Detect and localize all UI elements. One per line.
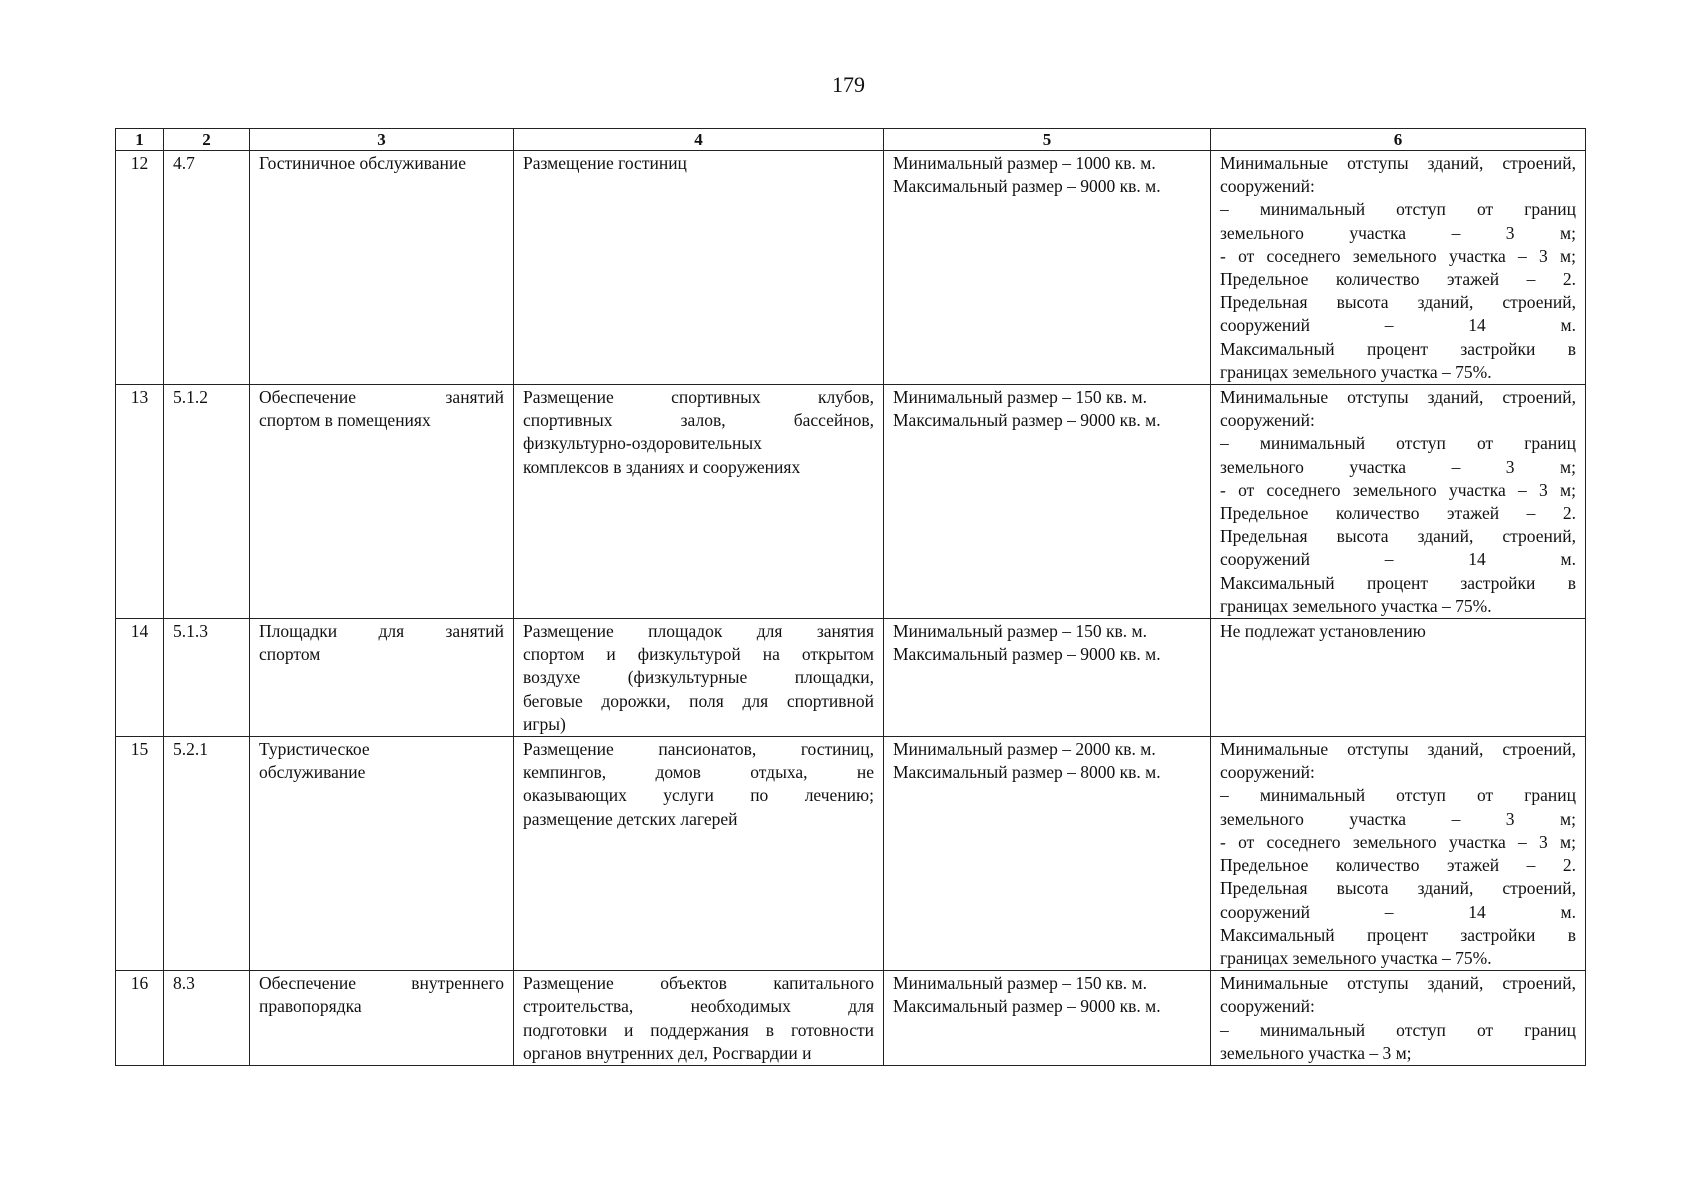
cell-text-line: Площадки для занятий <box>259 621 504 642</box>
cell-text-line: правопорядка <box>259 996 362 1017</box>
column-header-2: 2 <box>164 129 250 151</box>
cell-text-line: воздухе (физкультурные площадки, <box>523 667 874 688</box>
cell-text-line: Предельная высота зданий, строений, <box>1220 526 1576 547</box>
column-header-1: 1 <box>116 129 164 151</box>
plot-size-cell <box>884 971 1211 1066</box>
cell-text-line: Обеспечение занятий <box>259 387 504 408</box>
table-row <box>116 971 1586 1066</box>
row-number-cell: 12 <box>116 151 164 385</box>
cell-text-line: Размещение пансионатов, гостиниц, <box>523 739 874 760</box>
cell-text-line: земельного участка – 3 м; <box>1220 456 1576 477</box>
cell-text-line: – минимальный отступ от границ <box>1220 433 1576 454</box>
cell-text-line: Размещение объектов капитального <box>523 973 874 994</box>
cell-text-line: Максимальный процент застройки в <box>1220 572 1576 593</box>
cell-text-line: спортом <box>259 644 321 665</box>
row-number-cell: 13 <box>116 385 164 619</box>
cell-text-line: Максимальный процент застройки в <box>1220 924 1576 945</box>
cell-text-line: Максимальный размер – 9000 кв. м. <box>893 410 1161 431</box>
column-header-5: 5 <box>884 129 1211 151</box>
cell-text-line: спортивных залов, бассейнов, <box>523 410 874 431</box>
cell-text-line: Предельная высота зданий, строений, <box>1220 878 1576 899</box>
cell-text-line: сооружений: <box>1220 176 1315 197</box>
cell-text-line: Туристическое <box>259 739 370 760</box>
cell-text-line: сооружений: <box>1220 762 1315 783</box>
cell-text-line: Предельное количество этажей – 2. <box>1220 855 1576 876</box>
cell-text-line: спортом и физкультурой на открытом <box>523 644 874 665</box>
cell-text-line: сооружений: <box>1220 410 1315 431</box>
column-header-3: 3 <box>250 129 514 151</box>
use-name-cell <box>250 737 514 971</box>
cell-text-line: беговые дорожки, поля для спортивной <box>523 690 874 711</box>
building-params-cell <box>1211 151 1586 385</box>
use-description-cell <box>514 619 884 737</box>
table-row <box>116 151 1586 385</box>
cell-text-line: Гостиничное обслуживание <box>259 153 466 173</box>
cell-text-line: Максимальный размер – 9000 кв. м. <box>893 996 1161 1017</box>
use-code-cell: 8.3 <box>164 971 250 1066</box>
cell-text-line: игры) <box>523 713 566 734</box>
cell-text-line: границах земельного участка – 75%. <box>1220 947 1492 968</box>
land-use-table <box>115 128 1586 1066</box>
cell-text-line: подготовки и поддержания в готовности <box>523 1019 874 1040</box>
cell-text-line: Минимальный размер – 150 кв. м. <box>893 387 1147 408</box>
column-header-4: 4 <box>514 129 884 151</box>
cell-text-line: комплексов в зданиях и сооружениях <box>523 456 801 477</box>
use-code-cell: 5.2.1 <box>164 737 250 971</box>
cell-text-line: кемпингов, домов отдыха, не <box>523 762 874 783</box>
row-number-cell: 15 <box>116 737 164 971</box>
cell-text-line: земельного участка – 3 м; <box>1220 222 1576 243</box>
cell-text-line: земельного участка – 3 м; <box>1220 808 1576 829</box>
cell-text-line: Минимальные отступы зданий, строений, <box>1220 973 1576 994</box>
cell-text-line: Максимальный процент застройки в <box>1220 338 1576 359</box>
plot-size-cell <box>884 737 1211 971</box>
cell-text-line: земельного участка – 3 м; <box>1220 1042 1412 1063</box>
cell-text-line: - от соседнего земельного участка – 3 м; <box>1220 479 1576 500</box>
plot-size-cell <box>884 151 1211 385</box>
building-params-cell <box>1211 737 1586 971</box>
cell-text-line: Минимальный размер – 150 кв. м. <box>893 621 1147 642</box>
cell-text-line: Размещение спортивных клубов, <box>523 387 874 408</box>
building-params-cell <box>1211 971 1586 1066</box>
cell-text-line: Минимальный размер – 150 кв. м. <box>893 973 1147 994</box>
cell-text-line: Предельная высота зданий, строений, <box>1220 292 1576 313</box>
table-row <box>116 385 1586 619</box>
column-header-6: 6 <box>1211 129 1586 151</box>
row-number-cell: 16 <box>116 971 164 1066</box>
cell-text-line: обслуживание <box>259 762 366 783</box>
cell-text-line: Максимальный размер – 8000 кв. м. <box>893 762 1161 783</box>
cell-text-line: органов внутренних дел, Росгвардии и <box>523 1042 812 1063</box>
building-params-cell <box>1211 385 1586 619</box>
cell-text-line: - от соседнего земельного участка – 3 м; <box>1220 831 1576 852</box>
cell-text-line: – минимальный отступ от границ <box>1220 1019 1576 1040</box>
cell-text-line: Минимальные отступы зданий, строений, <box>1220 153 1576 173</box>
use-name-cell <box>250 151 514 385</box>
plot-size-cell <box>884 619 1211 737</box>
cell-text-line: Предельное количество этажей – 2. <box>1220 269 1576 290</box>
use-description-cell <box>514 737 884 971</box>
table-body <box>116 151 1586 1066</box>
cell-text-line: границах земельного участка – 75%. <box>1220 595 1492 616</box>
use-code-cell: 5.1.2 <box>164 385 250 619</box>
cell-text-line: физкультурно-оздоровительных <box>523 433 762 454</box>
cell-text-line: Минимальный размер – 2000 кв. м. <box>893 739 1156 760</box>
use-description-cell <box>514 151 884 385</box>
cell-text-line: сооружений – 14 м. <box>1220 315 1576 336</box>
building-params-cell <box>1211 619 1586 737</box>
cell-text-line: сооружений: <box>1220 996 1315 1017</box>
cell-text-line: Предельное количество этажей – 2. <box>1220 503 1576 524</box>
cell-text-line: Не подлежат установлению <box>1220 621 1426 642</box>
cell-text-line: сооружений – 14 м. <box>1220 901 1576 922</box>
plot-size-cell <box>884 385 1211 619</box>
use-description-cell <box>514 385 884 619</box>
page-number: 179 <box>832 72 865 97</box>
cell-text-line: Максимальный размер – 9000 кв. м. <box>893 644 1161 665</box>
use-name-cell <box>250 971 514 1066</box>
cell-text-line: Обеспечение внутреннего <box>259 973 504 994</box>
cell-text-line: Минимальный размер – 1000 кв. м. <box>893 153 1156 173</box>
cell-text-line: сооружений – 14 м. <box>1220 549 1576 570</box>
cell-text-line: границах земельного участка – 75%. <box>1220 361 1492 382</box>
table-header-row <box>116 129 1586 151</box>
cell-text-line: спортом в помещениях <box>259 410 431 431</box>
cell-text-line: Минимальные отступы зданий, строений, <box>1220 387 1576 408</box>
use-name-cell <box>250 619 514 737</box>
cell-text-line: – минимальный отступ от границ <box>1220 199 1576 220</box>
cell-text-line: размещение детских лагерей <box>523 808 738 829</box>
use-code-cell: 4.7 <box>164 151 250 385</box>
cell-text-line: Минимальные отступы зданий, строений, <box>1220 739 1576 760</box>
cell-text-line: - от соседнего земельного участка – 3 м; <box>1220 245 1576 266</box>
row-number-cell: 14 <box>116 619 164 737</box>
table-row <box>116 619 1586 737</box>
cell-text-line: Максимальный размер – 9000 кв. м. <box>893 176 1161 197</box>
use-code-cell: 5.1.3 <box>164 619 250 737</box>
cell-text-line: строительства, необходимых для <box>523 996 874 1017</box>
cell-text-line: – минимальный отступ от границ <box>1220 785 1576 806</box>
use-name-cell <box>250 385 514 619</box>
use-description-cell <box>514 971 884 1066</box>
cell-text-line: оказывающих услуги по лечению; <box>523 785 874 806</box>
cell-text-line: Размещение площадок для занятия <box>523 621 874 642</box>
table-row <box>116 737 1586 971</box>
cell-text-line: Размещение гостиниц <box>523 153 687 173</box>
